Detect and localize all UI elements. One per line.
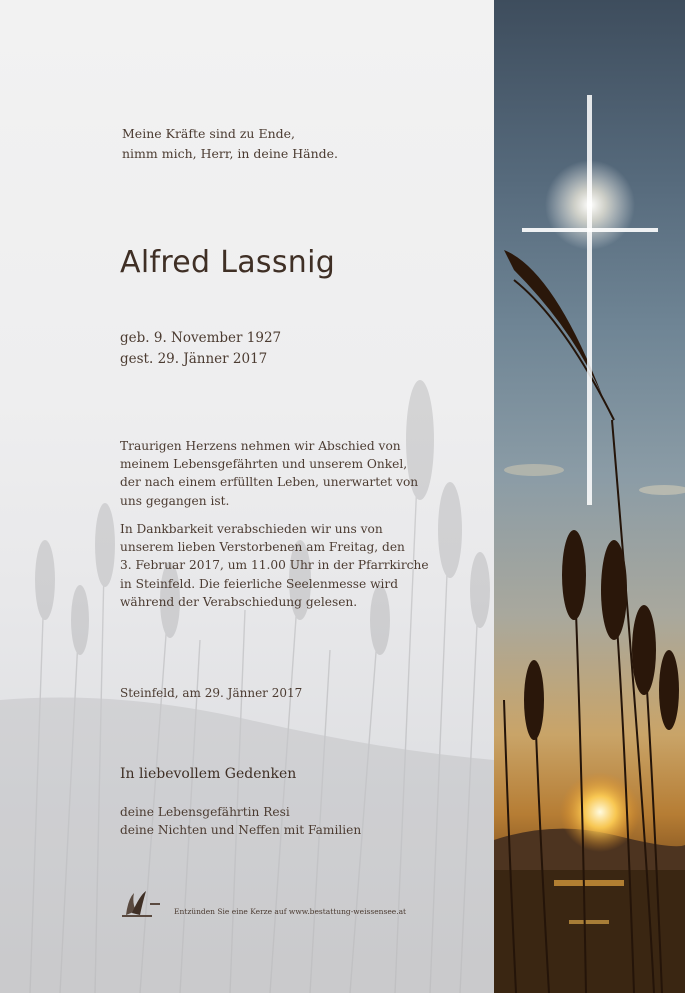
death-date: gest. 29. Jänner 2017 [120, 351, 268, 367]
mourner-line: deine Lebensgefährtin Resi [120, 805, 290, 819]
quote-line: nimm mich, Herr, in deine Hände. [122, 146, 339, 161]
paragraph-line: In Dankbarkeit verabschieden wir uns von [120, 522, 383, 536]
memorial-quote [122, 124, 338, 164]
place-and-date: Steinfeld, am 29. Jänner 2017 [120, 686, 303, 700]
farewell-paragraph [120, 437, 420, 510]
mourners-list [120, 803, 361, 839]
sunset-photo-panel [494, 0, 685, 993]
sunset-reeds-image [494, 0, 685, 993]
funeral-home-logo-icon [118, 885, 166, 921]
mourner-line: deine Nichten und Neffen mit Familien [120, 823, 362, 837]
paragraph-line: Traurigen Herzens nehmen wir Abschied von [120, 439, 401, 453]
deceased-name: Alfred Lassnig [120, 245, 336, 280]
birth-date: geb. 9. November 1927 [120, 330, 282, 346]
paragraph-line: uns gegangen ist. [120, 493, 230, 508]
quote-line: Meine Kräfte sind zu Ende, [122, 126, 295, 141]
paragraph-line: während der Verabschiedung gelesen. [120, 594, 358, 609]
paragraph-line: 3. Februar 2017, um 11.00 Uhr in der Pfarrkirche [120, 558, 429, 573]
paragraph-line: in Steinfeld. Die feierliche Seelenmesse wird [120, 576, 399, 591]
memory-heading: In liebevollem Gedenken [120, 766, 297, 782]
life-dates [120, 328, 281, 370]
ceremony-paragraph [120, 520, 429, 611]
paragraph-line: der nach einem erfüllten Leben, unerwartet von [120, 475, 419, 490]
paragraph-line: meinem Lebensgefährten und unserem Onkel, [120, 457, 408, 472]
candle-link-text[interactable]: Entzünden Sie eine Kerze auf www.bestattung-weissensee.at [174, 907, 407, 916]
paragraph-line: unserem lieben Verstorbenen am Freitag, den [120, 540, 405, 555]
